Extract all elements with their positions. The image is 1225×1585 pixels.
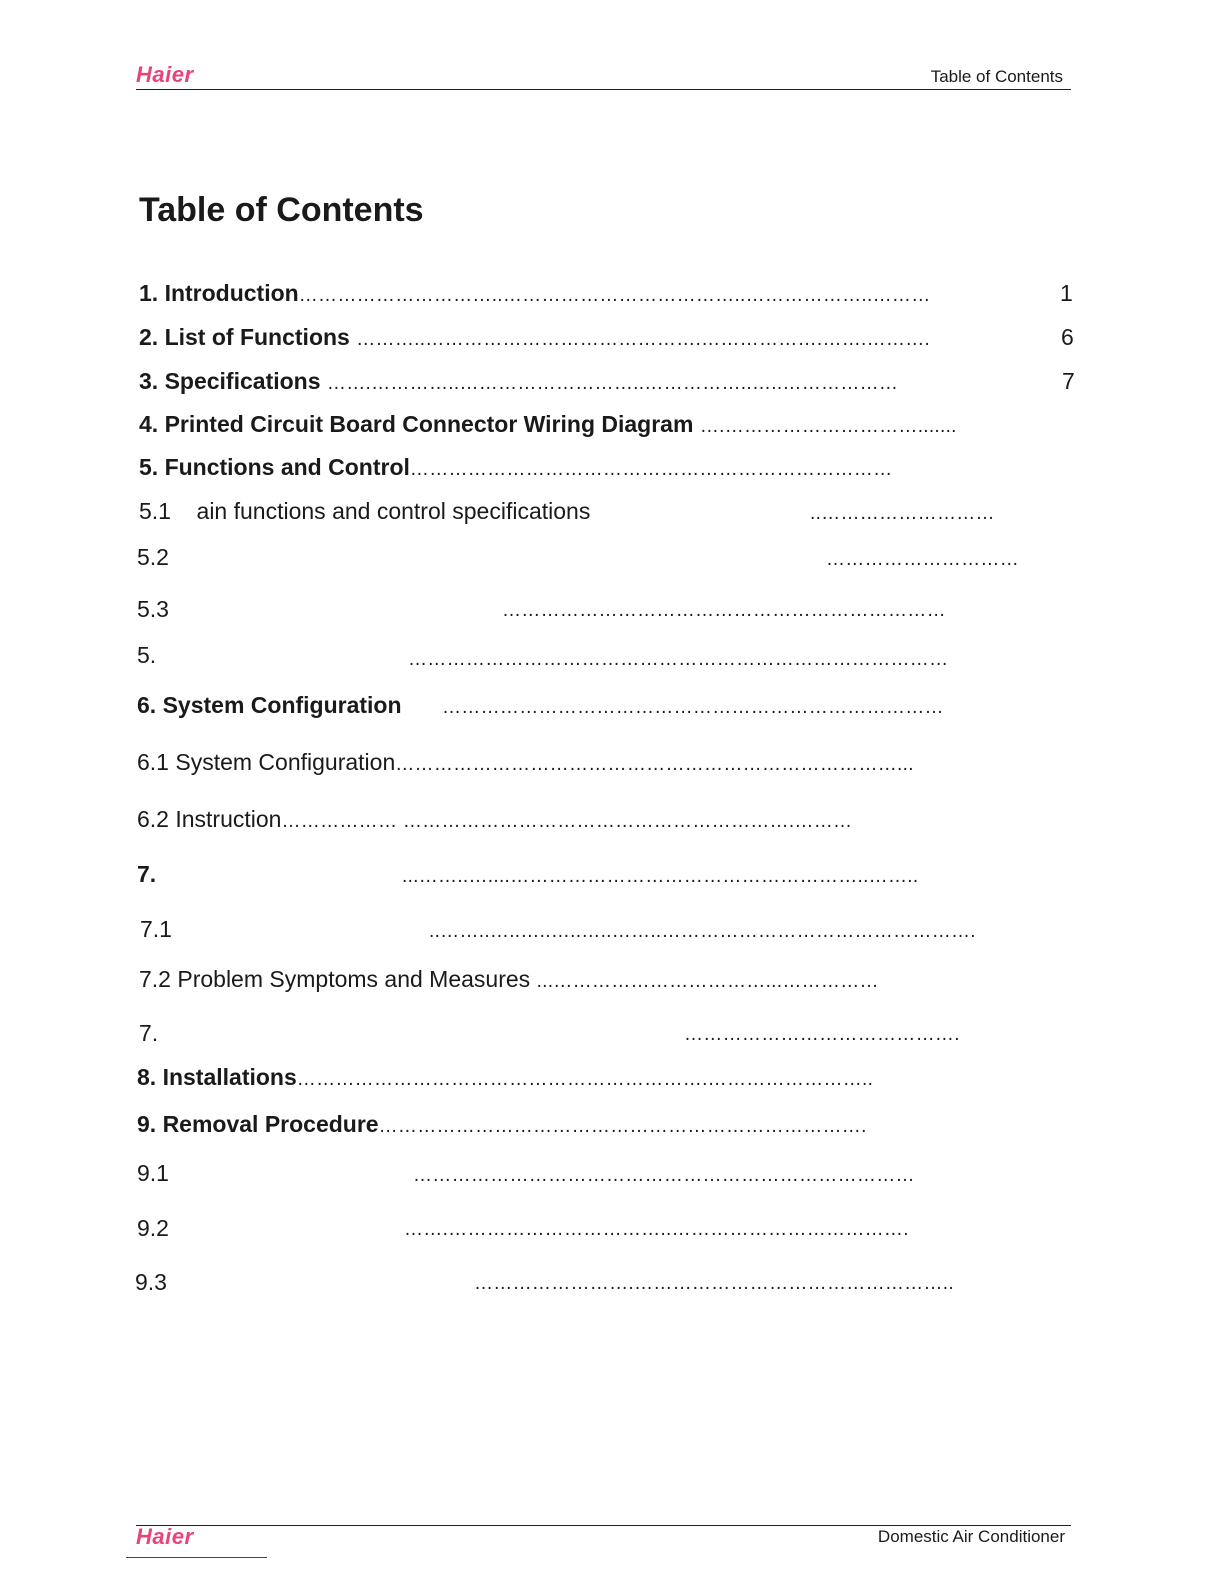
toc-leader-dots: …………………………………………………………………… [442, 697, 944, 718]
toc-entry-9-2[interactable] [137, 1215, 169, 1242]
toc-label: 1. Introduction [139, 280, 299, 306]
toc-entry-specifications[interactable] [139, 368, 898, 395]
header-rule [136, 89, 1071, 90]
toc-entry-introduction[interactable] [139, 280, 931, 307]
haier-logo: Haier [136, 62, 194, 87]
toc-leader-dots: ………………………………………………………………… [409, 459, 893, 480]
toc-leader-dots: …………………………………………………………………… [413, 1165, 915, 1186]
toc-leader-dots: ...……..…....………………………………………………..…….. [402, 866, 919, 887]
toc-leader-dots: ...……………………………...…………… [536, 971, 879, 992]
toc-label: 9. Removal Procedure [137, 1111, 379, 1137]
toc-label: 6. System Configuration [137, 692, 402, 718]
toc-leader-dots: ……………………………………………………………………... [395, 754, 914, 775]
toc-page-number: 1 [1060, 280, 1073, 306]
toc-label: 5.1 ain functions and control specifications [139, 498, 591, 524]
toc-entry-7-x[interactable] [139, 1020, 158, 1047]
toc-entry-system-configuration[interactable] [137, 692, 402, 719]
toc-leader-dots: ……………… …………………………………………………….……… [281, 811, 853, 832]
header-section-title: Table of Contents [930, 67, 1063, 86]
toc-label: 3. Specifications [139, 368, 321, 394]
toc-leader-dots: …………………………..………………………………..………………..……… [298, 285, 931, 306]
toc-entry-7[interactable] [137, 861, 156, 888]
toc-label: 8. Installations [137, 1064, 297, 1090]
toc-entry-7-2[interactable] [139, 966, 879, 993]
toc-label: 2. List of Functions [139, 324, 350, 350]
toc-leader-dots: …………………………………………………………………. [378, 1116, 867, 1137]
toc-label: 7. [137, 861, 157, 887]
toc-leader-dots: ..……..…..…..…..…..……..…………………………………………. [429, 921, 976, 942]
toc-label: 7. [139, 1020, 159, 1046]
toc-entry-5-1[interactable] [139, 498, 590, 525]
toc-entry-pcb-wiring-diagram[interactable] [139, 411, 957, 438]
haier-logo-footer: Haier [136, 1524, 194, 1549]
toc-leader-dots: ………..…………………………………….……………….…….………. [356, 329, 931, 350]
toc-leader-dots: ……………………………………. [684, 1024, 960, 1045]
toc-label: 5. Functions and Control [139, 454, 410, 480]
toc-entry-7-1[interactable] [140, 916, 172, 943]
toc-entry-5-2[interactable] [137, 544, 169, 571]
toc-label: 7.1 [140, 916, 172, 942]
toc-entry-installations[interactable] [137, 1064, 873, 1091]
toc-leader-dots: …………………….………………………………………….. [474, 1273, 954, 1294]
toc-leader-dots: …………………………………………………………… [502, 600, 946, 621]
toc-label: 9.1 [137, 1160, 169, 1186]
toc-page-number: 6 [1061, 324, 1074, 350]
toc-entry-5-x[interactable] [137, 642, 156, 669]
toc-leader-dots: ……………………………………………………….…………………….. [296, 1069, 874, 1090]
toc-label: 5. [137, 642, 157, 668]
toc-entry-6-1[interactable] [137, 749, 914, 776]
toc-page-number: 7 [1062, 368, 1075, 394]
toc-leader-dots: ..……………………… [810, 503, 995, 524]
toc-entry-9-3[interactable] [135, 1269, 167, 1296]
toc-entry-removal-procedure[interactable] [137, 1111, 867, 1138]
footer-rule [136, 1525, 1071, 1526]
toc-label: 9.3 [135, 1269, 167, 1295]
toc-entry-functions-and-control[interactable] [139, 454, 892, 481]
toc-entry-list-of-functions[interactable] [139, 324, 930, 351]
footer-link-underline [126, 1557, 267, 1558]
toc-leader-dots: ….…………………………....... [699, 416, 957, 437]
toc-entry-5-3[interactable] [137, 596, 169, 623]
toc-leader-dots: …….……………………………..………………………………. [404, 1219, 909, 1240]
toc-label: 9.2 [137, 1215, 169, 1241]
page-title: Table of Contents [139, 191, 424, 229]
toc-leader-dots: ………………………………………………………………………… [408, 649, 949, 670]
toc-label: 6.2 Instruction [137, 806, 282, 832]
toc-entry-9-1[interactable] [137, 1160, 169, 1187]
toc-leader-dots: ………………………… [826, 549, 1019, 570]
toc-label: 4. Printed Circuit Board Connector Wiring Diagram [139, 411, 694, 437]
toc-leader-dots: …….…………..………………………..……………..…..……………… [326, 373, 899, 394]
toc-label: 5.3 [137, 596, 169, 622]
footer-label: Domestic Air Conditioner [877, 1527, 1065, 1546]
toc-label: 5.2 [137, 544, 169, 570]
toc-entry-6-2[interactable] [137, 806, 852, 833]
toc-label: 6.1 System Configuration [137, 749, 396, 775]
toc-label: 7.2 Problem Symptoms and Measures [139, 966, 531, 992]
